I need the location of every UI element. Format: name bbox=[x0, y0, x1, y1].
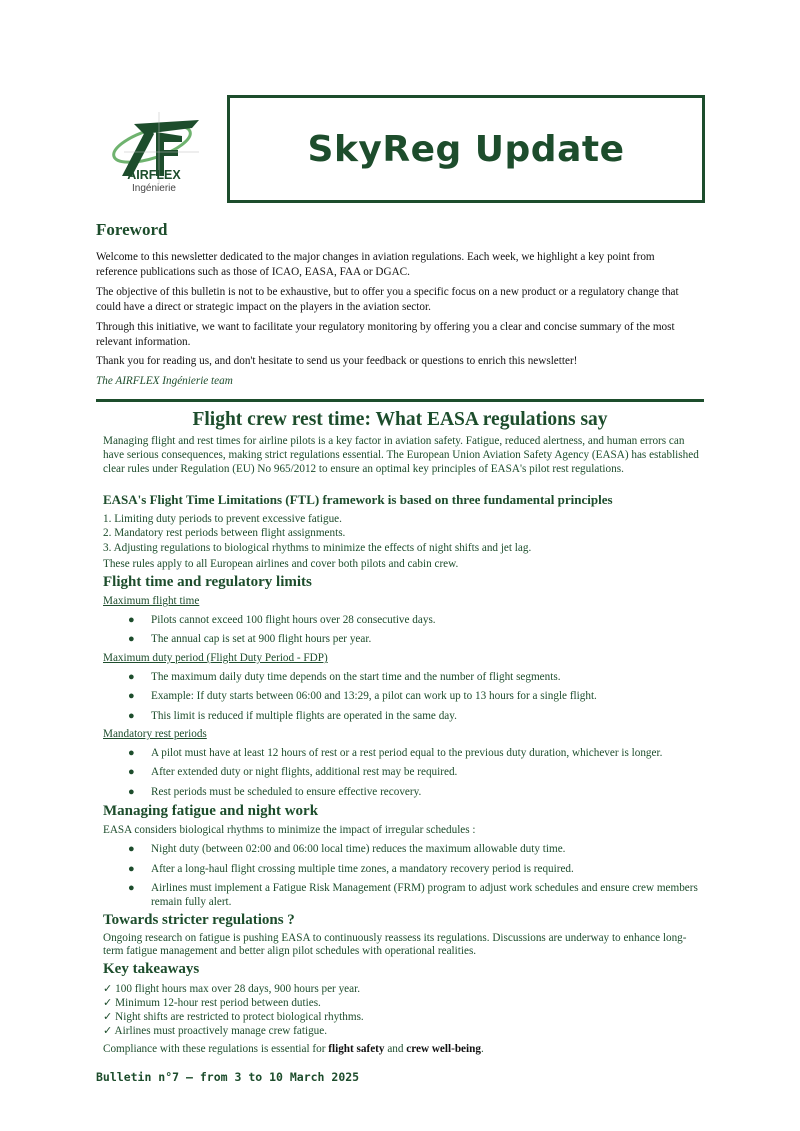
divider bbox=[96, 399, 704, 402]
foreword-paragraph: Welcome to this newsletter dedicated to the major changes in aviation regulations. Each week, we highlight a key point from reference publications such as those of ICAO, EASA, FAA or DGAC. bbox=[96, 251, 655, 278]
limits-heading: Flight time and regulatory limits bbox=[103, 574, 312, 590]
group-title: Maximum duty period (Flight Duty Period - FDP) bbox=[103, 652, 328, 664]
bullet-icon: ● bbox=[128, 863, 135, 875]
takeaway-item: ✓ Night shifts are restricted to protect biological rhythms. bbox=[103, 1011, 364, 1023]
ftl-heading: EASA's Flight Time Limitations (FTL) framework is based on three fundamental principles bbox=[103, 492, 613, 507]
takeaway-item: ✓ 100 flight hours max over 28 days, 900 hours per year. bbox=[103, 983, 361, 995]
bullet-icon: ● bbox=[128, 690, 135, 702]
group-title: Mandatory rest periods bbox=[103, 728, 207, 740]
stricter-heading: Towards stricter regulations ? bbox=[103, 912, 295, 928]
foreword-paragraph: Thank you for reading us, and don't hesitate to send us your feedback or questions to enrich this newsletter! bbox=[96, 355, 578, 367]
fatigue-heading: Managing fatigue and night work bbox=[103, 803, 319, 819]
takeaway-item: ✓ Airlines must proactively manage crew fatigue. bbox=[103, 1025, 328, 1037]
bullet-icon: ● bbox=[128, 766, 135, 778]
newsletter-title: SkyReg Update bbox=[307, 128, 625, 170]
title-box bbox=[227, 95, 705, 203]
bulletin-footer: Bulletin n°7 – from 3 to 10 March 2025 bbox=[96, 1070, 360, 1084]
bullet-icon: ● bbox=[128, 747, 135, 759]
bullet-icon: ● bbox=[128, 671, 135, 683]
takeaway-item: ✓ Minimum 12-hour rest period between duties. bbox=[103, 997, 321, 1009]
bullet-icon: ● bbox=[128, 786, 135, 798]
logo-sub: Ingénierie bbox=[132, 183, 176, 194]
group-title: Maximum flight time bbox=[103, 595, 200, 607]
bullet-icon: ● bbox=[128, 614, 135, 626]
foreword-signature: The AIRFLEX Ingénierie team bbox=[96, 375, 233, 387]
stricter-text: Ongoing research on fatigue is pushing EASA to continuously reassess its regulations. Discussions are underway to enhance long-term fatigue management and better align pilot schedules with operational realities. bbox=[103, 932, 687, 957]
foreword-paragraph: Through this initiative, we want to facilitate your regulatory monitoring by offering you a clear and concise summary of the most relevant information. bbox=[96, 321, 675, 348]
fatigue-intro: EASA considers biological rhythms to minimize the impact of irregular schedules : bbox=[103, 824, 476, 836]
bullet-icon: ● bbox=[128, 843, 135, 855]
bullet-icon: ● bbox=[128, 710, 135, 722]
takeaways-heading: Key takeaways bbox=[103, 961, 200, 977]
conclusion: Compliance with these regulations is essential for flight safety and crew well-being. bbox=[103, 1043, 484, 1055]
ftl-item: 1. Limiting duty periods to prevent excessive fatigue. bbox=[103, 513, 342, 525]
ftl-item: 2. Mandatory rest periods between flight assignments. bbox=[103, 527, 346, 539]
foreword-paragraph: The objective of this bulletin is not to be exhaustive, but to offer you a specific focus on a new product or a regulatory change that could have a direct or strategic impact on the players in the aviation sector. bbox=[96, 286, 679, 313]
foreword-heading: Foreword bbox=[96, 220, 168, 239]
ftl-item: 3. Adjusting regulations to biological rhythms to minimize the effects of night shifts and jet lag. bbox=[103, 542, 532, 554]
article-intro: Managing flight and rest times for airline pilots is a key factor in aviation safety. Fatigue, reduced alertness, and human errors can have serious consequences, making strict regulations essential. The European Union Aviation Safety Agency (EASA) has established clear rules under Regulation (EU) No 965/2012 to ensure an optimal key principles of EASA's pilot rest regulations. bbox=[103, 435, 699, 475]
airflex-logo bbox=[104, 112, 204, 202]
bullet-icon: ● bbox=[128, 882, 135, 894]
article-title: Flight crew rest time: What EASA regulations say bbox=[192, 409, 608, 430]
bullet-icon: ● bbox=[128, 633, 135, 645]
logo-brand: AIRFLEX bbox=[127, 168, 181, 182]
ftl-note: These rules apply to all European airlines and cover both pilots and cabin crew. bbox=[103, 558, 459, 570]
